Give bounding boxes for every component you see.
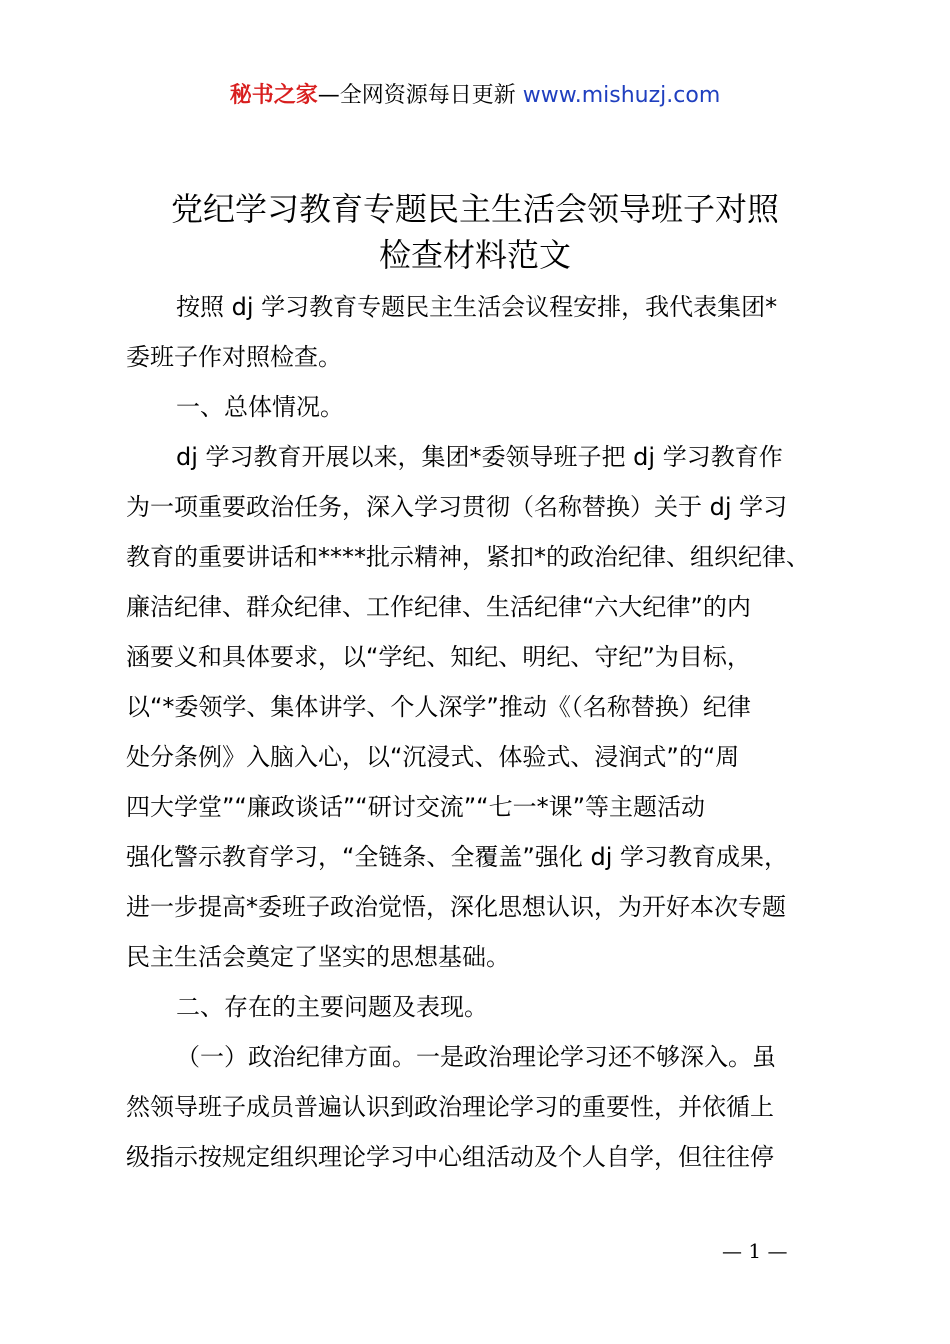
section-heading-overview [126, 382, 838, 432]
title-line-2: 检查材料范文 [378, 236, 571, 274]
paragraph-line: 进一步提高*委班子政治觉悟，深化思想认识，为开好本次专题 [126, 893, 786, 921]
document-title [0, 186, 950, 278]
paragraph-line: 级指示按规定组织理论学习中心组活动及个人自学，但往往停 [126, 1143, 774, 1171]
paragraph-line: 强化警示教育学习，“全链条、全覆盖”强化 dj 学习教育成果， [126, 843, 789, 871]
paragraph-line: 廉洁纪律、群众纪律、工作纪律、生活纪律“六大纪律”的内 [126, 593, 751, 621]
section-heading: 一、总体情况。 [176, 393, 344, 421]
paragraph-line: 为一项重要政治任务，深入学习贯彻（名称替换）关于 dj 学习 [126, 493, 788, 521]
paragraph-line: 以“*委领学、集体讲学、个人深学”推动《（名称替换）纪律 [126, 693, 751, 721]
site-brand: 秘书之家 [229, 83, 318, 108]
paragraph-line: 四大学堂”“廉政谈话”“研讨交流”“七一*课”等主题活动 [126, 793, 706, 821]
paragraph-line: 按照 dj 学习教育专题民主生活会议程安排，我代表集团* [176, 293, 778, 321]
site-url-link[interactable]: www.mishuzj.com [522, 83, 721, 108]
paragraph-line: 民主生活会奠定了坚实的思想基础。 [126, 943, 510, 971]
paragraph-line: 涵要义和具体要求，以“学纪、知纪、明纪、守纪”为目标， [126, 643, 751, 671]
paragraph-line: 委班子作对照检查。 [126, 343, 342, 371]
paragraph-line: 然领导班子成员普遍认识到政治理论学习的重要性，并依循上 [126, 1093, 774, 1121]
title-line-1: 党纪学习教育专题民主生活会领导班子对照 [170, 190, 779, 228]
paragraph-line: 处分条例》入脑入心，以“沉浸式、体验式、浸润式”的“周 [126, 743, 740, 771]
section-heading: 二、存在的主要问题及表现。 [176, 993, 488, 1021]
page-number: — 1 — [722, 1239, 788, 1263]
section-heading-problems [126, 982, 838, 1032]
document-body [126, 282, 838, 1182]
paragraph-political-discipline [126, 1032, 838, 1182]
paragraph-line: dj 学习教育开展以来，集团*委领导班子把 dj 学习教育作 [176, 443, 783, 471]
paragraph-line: 教育的重要讲话和****批示精神，紧扣*的政治纪律、组织纪律、 [126, 543, 810, 571]
paragraph-intro [126, 282, 838, 382]
paragraph-line: （一）政治纪律方面。一是政治理论学习还不够深入。虽 [176, 1043, 776, 1071]
site-tagline: —全网资源每日更新 [317, 83, 523, 108]
paragraph-overview [126, 432, 838, 982]
site-header [0, 82, 950, 110]
